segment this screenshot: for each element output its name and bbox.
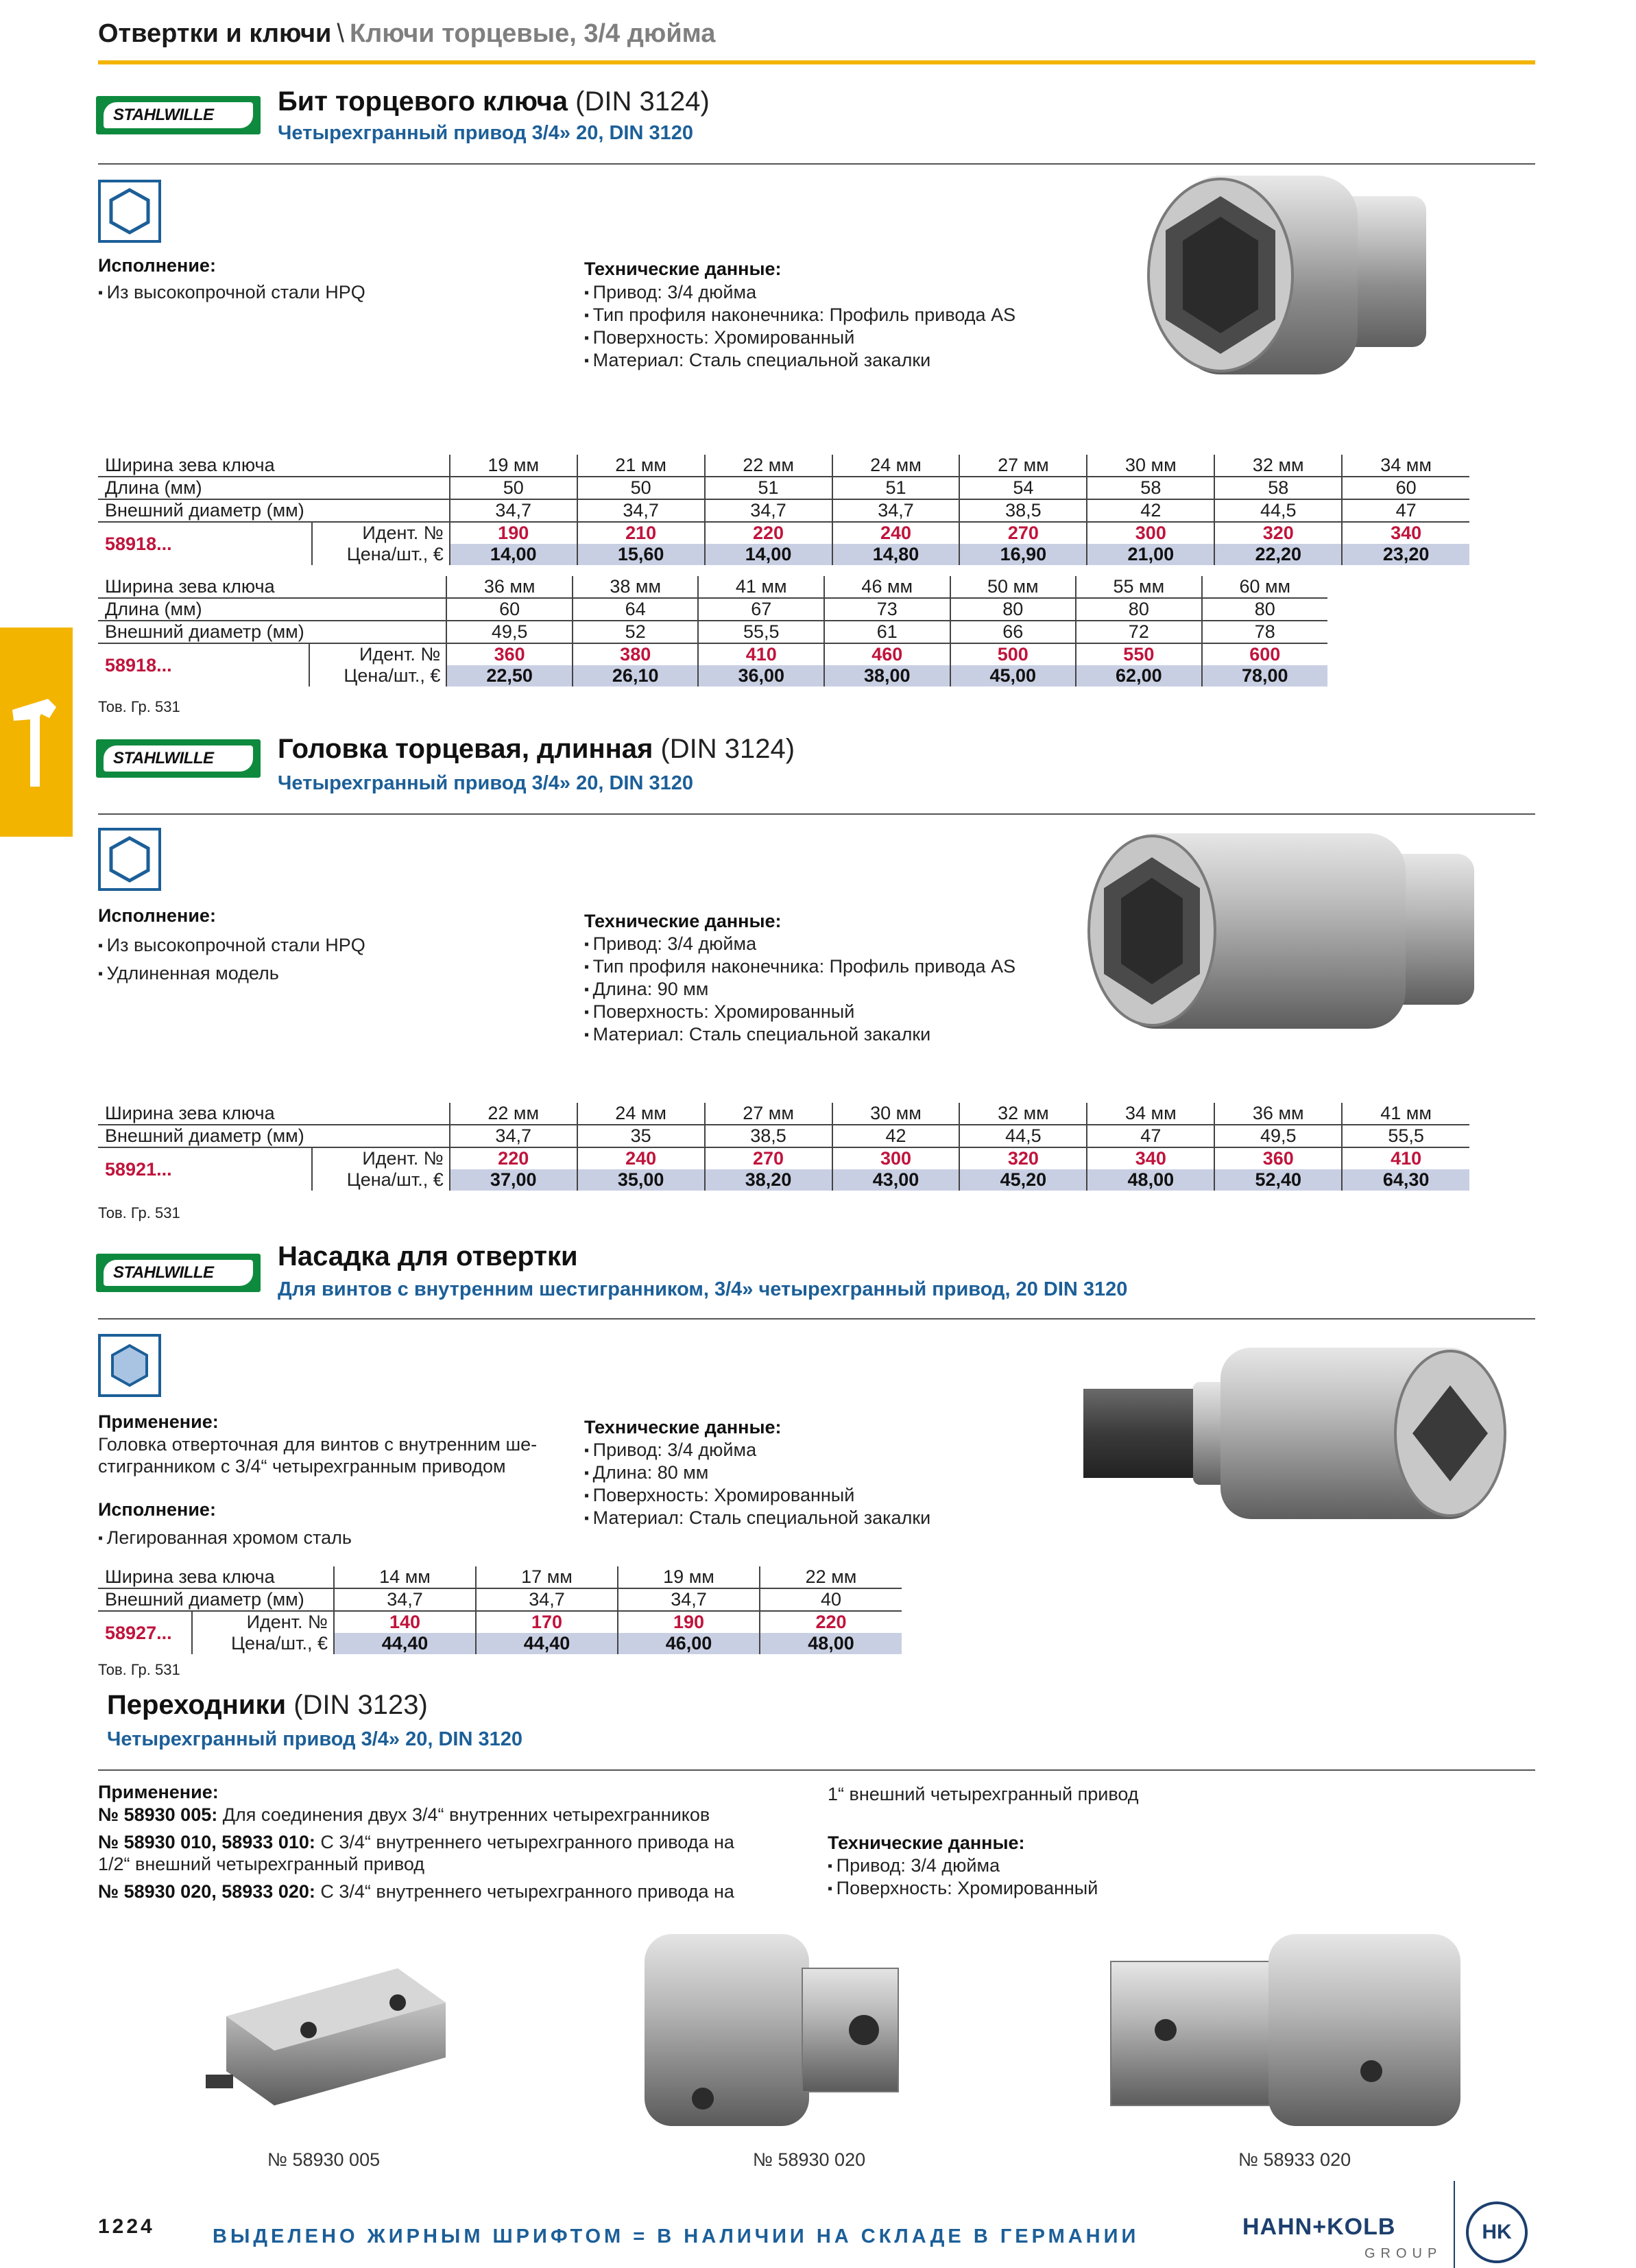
stock-notice: ВЫДЕЛЕНО ЖИРНЫМ ШРИФТОМ = В НАЛИЧИИ НА СКЛАДЕ В ГЕРМАНИИ xyxy=(213,2225,1140,2247)
table-row xyxy=(98,477,1469,499)
feature-item: ▪ Из высокопрочной стали HPQ xyxy=(98,281,365,304)
footer-divider xyxy=(1454,2181,1455,2268)
header-category: Отвертки и ключи xyxy=(98,19,332,48)
article-ref: № 58930 010, 58933 010: xyxy=(98,1832,315,1852)
row-label: Идент. № xyxy=(309,643,446,665)
table-cell: 140 xyxy=(334,1611,476,1633)
application-line: 1/2“ внешний четырехгранный привод xyxy=(98,1854,425,1874)
table-cell: 45,00 xyxy=(950,665,1076,687)
table-cell: 46 мм xyxy=(824,576,950,598)
table-cell: 55 мм xyxy=(1076,576,1202,598)
table-row xyxy=(98,576,1327,598)
table-cell: 24 мм xyxy=(832,455,960,477)
table-cell: 14,00 xyxy=(705,544,832,565)
tech-item: ▪ Тип профиля наконечника: Профиль привода AS xyxy=(584,304,1015,326)
table-cell: 34,7 xyxy=(450,1125,577,1147)
table-cell: 300 xyxy=(1087,522,1214,544)
row-label: Идент. № xyxy=(192,1611,334,1633)
tech-item: ▪ Тип профиля наконечника: Профиль привода AS xyxy=(584,955,1015,978)
section1-title-text: Бит торцевого ключа xyxy=(278,86,568,117)
table-cell: 27 мм xyxy=(705,1103,832,1125)
table-cell: 44,5 xyxy=(1214,499,1342,522)
table-cell: 21,00 xyxy=(1087,544,1214,565)
table-cell: 37,00 xyxy=(450,1169,577,1191)
row-label: Ширина зева ключа xyxy=(98,576,446,598)
article-number: 58927... xyxy=(105,1622,172,1643)
section1-product-group: Тов. Гр. 531 xyxy=(98,698,180,715)
table-cell: 48,00 xyxy=(1087,1169,1214,1191)
hex-key-profile-icon xyxy=(98,1334,161,1397)
table-row xyxy=(98,1588,902,1611)
table-row xyxy=(98,621,1327,643)
table-cell: 220 xyxy=(450,1147,577,1169)
table-cell: 320 xyxy=(1214,522,1342,544)
table-cell: 22 мм xyxy=(705,455,832,477)
section1-execution-title: Исполнение: xyxy=(98,255,216,276)
table-cell: 66 xyxy=(950,621,1076,643)
table-cell: 78 xyxy=(1202,621,1327,643)
table-cell: 190 xyxy=(450,522,577,544)
tech-item: ▪ Длина: 80 мм xyxy=(584,1461,930,1484)
table-cell: 22 мм xyxy=(760,1566,902,1588)
table-cell: 44,5 xyxy=(959,1125,1087,1147)
section1-execution-list xyxy=(98,281,365,304)
table-cell: 550 xyxy=(1076,643,1202,665)
tech-item: ▪ Привод: 3/4 дюйма xyxy=(828,1854,1098,1877)
row-label: Цена/шт., € xyxy=(312,544,450,565)
table-cell: 410 xyxy=(1342,1147,1469,1169)
table-cell: 22,20 xyxy=(1214,544,1342,565)
section4-rule xyxy=(98,1769,1535,1771)
table-cell: 42 xyxy=(1087,499,1214,522)
table-cell: 190 xyxy=(618,1611,760,1633)
table-cell: 61 xyxy=(824,621,950,643)
section4-tech-list xyxy=(828,1854,1098,1900)
table-cell: 320 xyxy=(959,1147,1087,1169)
section1-subtitle: Четырехгранный привод 3/4» 20, DIN 3120 xyxy=(278,122,693,144)
adapter-image-58930005 xyxy=(199,1955,459,2126)
table-cell: 47 xyxy=(1342,499,1469,522)
table-cell: 64,30 xyxy=(1342,1169,1469,1191)
row-label: Цена/шт., € xyxy=(192,1633,334,1654)
page-header xyxy=(98,19,715,49)
article-ref: № 58930 020, 58933 020: xyxy=(98,1881,315,1902)
article-number: 58918... xyxy=(105,533,172,554)
table-cell: 67 xyxy=(698,598,824,621)
section3-title: Насадка для отвертки xyxy=(278,1241,578,1272)
table-row xyxy=(98,1611,902,1633)
feature-item: ▪ Легированная хромом сталь xyxy=(98,1527,352,1549)
row-label: Внешний диаметр (мм) xyxy=(98,621,446,643)
hex-profile-icon xyxy=(98,828,161,891)
table-cell: 41 мм xyxy=(1342,1103,1469,1125)
adapter-caption: № 58933 020 xyxy=(1238,2149,1351,2170)
table-cell: 36 мм xyxy=(446,576,573,598)
row-label: Внешний диаметр (мм) xyxy=(98,1125,450,1147)
section1-tech-list xyxy=(584,281,1015,372)
table-cell: 38,20 xyxy=(705,1169,832,1191)
table-row xyxy=(98,499,1469,522)
table-cell: 38,00 xyxy=(824,665,950,687)
feature-item: ▪ Из высокопрочной стали HPQ xyxy=(98,931,365,959)
table-cell: 35 xyxy=(577,1125,705,1147)
tech-item: ▪ Привод: 3/4 дюйма xyxy=(584,933,1015,955)
table-cell: 78,00 xyxy=(1202,665,1327,687)
table-cell: 15,60 xyxy=(577,544,705,565)
section2-rule xyxy=(98,813,1535,815)
table-cell: 55,5 xyxy=(1342,1125,1469,1147)
table-cell: 54 xyxy=(959,477,1087,499)
table-cell: 460 xyxy=(824,643,950,665)
table-cell: 30 мм xyxy=(832,1103,960,1125)
section1-spec-table-1 xyxy=(98,455,1469,565)
table-cell: 220 xyxy=(760,1611,902,1633)
table-cell: 22,50 xyxy=(446,665,573,687)
table-cell: 170 xyxy=(476,1611,618,1633)
table-cell: 72 xyxy=(1076,621,1202,643)
table-cell: 600 xyxy=(1202,643,1327,665)
application-desc: С 3/4“ внутреннего четырехгранного привода на xyxy=(315,1832,734,1852)
socket-image xyxy=(1138,169,1460,388)
table-cell: 60 xyxy=(1342,477,1469,499)
table-cell: 42 xyxy=(832,1125,960,1147)
row-label: Длина (мм) xyxy=(98,477,450,499)
table-cell: 60 мм xyxy=(1202,576,1327,598)
table-cell: 270 xyxy=(705,1147,832,1169)
table-cell: 32 мм xyxy=(959,1103,1087,1125)
table-cell: 240 xyxy=(832,522,960,544)
table-cell: 45,20 xyxy=(959,1169,1087,1191)
table-cell: 41 мм xyxy=(698,576,824,598)
table-cell: 50 xyxy=(577,477,705,499)
table-cell: 43,00 xyxy=(832,1169,960,1191)
table-cell: 36 мм xyxy=(1214,1103,1342,1125)
header-separator: \ xyxy=(337,19,344,48)
table-cell: 34,7 xyxy=(476,1588,618,1611)
table-cell: 36,00 xyxy=(698,665,824,687)
table-cell: 73 xyxy=(824,598,950,621)
table-row xyxy=(98,643,1327,665)
tech-item: ▪ Материал: Сталь специальной закалки xyxy=(584,349,1015,372)
table-cell: 380 xyxy=(573,643,699,665)
table-cell: 34,7 xyxy=(450,499,577,522)
section3-tech-title: Технические данные: xyxy=(584,1417,782,1437)
row-label: Идент. № xyxy=(312,1147,450,1169)
table-cell: 51 xyxy=(705,477,832,499)
table-cell: 340 xyxy=(1342,522,1469,544)
section3-rule xyxy=(98,1318,1535,1320)
table-cell: 27 мм xyxy=(959,455,1087,477)
table-cell: 58 xyxy=(1087,477,1214,499)
page-number: 1224 xyxy=(98,2215,155,2238)
table-cell: 38 мм xyxy=(573,576,699,598)
table-cell: 34,7 xyxy=(832,499,960,522)
section2-execution-title: Исполнение: xyxy=(98,905,216,926)
stahlwille-logo-text: STAHLWILLE xyxy=(104,102,253,128)
table-cell: 49,5 xyxy=(446,621,573,643)
application-desc: С 3/4“ внутреннего четырехгранного привода на xyxy=(315,1881,734,1902)
table-cell: 500 xyxy=(950,643,1076,665)
table-cell: 22 мм xyxy=(450,1103,577,1125)
table-cell: 21 мм xyxy=(577,455,705,477)
table-cell: 19 мм xyxy=(618,1566,760,1588)
table-cell: 52 xyxy=(573,621,699,643)
table-cell: 51 xyxy=(832,477,960,499)
table-cell: 19 мм xyxy=(450,455,577,477)
article-number: 58921... xyxy=(105,1158,172,1180)
table-cell: 34,7 xyxy=(577,499,705,522)
table-row xyxy=(98,598,1327,621)
stahlwille-logo xyxy=(96,1254,261,1292)
row-label: Цена/шт., € xyxy=(309,665,446,687)
section2-tech-title: Технические данные: xyxy=(584,911,782,931)
table-cell: 410 xyxy=(698,643,824,665)
section2-title xyxy=(278,734,795,765)
section2-spec-table xyxy=(98,1103,1469,1191)
hex-bit-socket-image xyxy=(1076,1334,1529,1533)
section1-tech-title: Технические данные: xyxy=(584,259,782,279)
section1-title xyxy=(278,86,710,117)
section4-subtitle: Четырехгранный привод 3/4» 20, DIN 3120 xyxy=(107,1728,522,1750)
section1-spec-table-2 xyxy=(98,576,1327,687)
section3-execution-list xyxy=(98,1527,352,1549)
section3-subtitle: Для винтов с внутренним шестигранником, 3/4» четырехгранный привод, 20 DIN 3120 xyxy=(278,1278,1128,1300)
adapter-caption: № 58930 020 xyxy=(753,2149,866,2170)
table-cell: 40 xyxy=(760,1588,902,1611)
section2-din: (DIN 3124) xyxy=(660,734,795,764)
table-cell: 44,40 xyxy=(334,1633,476,1654)
application-desc: Для соединения двух 3/4“ внутренних четырехгранников xyxy=(217,1804,710,1825)
table-cell: 48,00 xyxy=(760,1633,902,1654)
tech-item: ▪ Поверхность: Хромированный xyxy=(584,326,1015,349)
hahn-kolb-emblem: HK xyxy=(1466,2201,1528,2263)
section1-din: (DIN 3124) xyxy=(575,86,710,117)
section3-spec-table xyxy=(98,1566,902,1654)
table-cell: 16,90 xyxy=(959,544,1087,565)
table-cell: 30 мм xyxy=(1087,455,1214,477)
tech-item: ▪ Привод: 3/4 дюйма xyxy=(584,281,1015,304)
table-cell: 220 xyxy=(705,522,832,544)
table-cell: 34 мм xyxy=(1087,1103,1214,1125)
side-category-tab xyxy=(0,628,73,837)
section4-application-title: Применение: xyxy=(98,1782,219,1802)
table-cell: 49,5 xyxy=(1214,1125,1342,1147)
adapter-caption: № 58930 005 xyxy=(267,2149,381,2170)
tech-item: ▪ Материал: Сталь специальной закалки xyxy=(584,1507,930,1529)
hammer-icon xyxy=(0,628,73,837)
hahn-kolb-group: GROUP xyxy=(1364,2246,1443,2261)
table-cell: 14,00 xyxy=(450,544,577,565)
table-cell: 34,7 xyxy=(334,1588,476,1611)
table-cell: 35,00 xyxy=(577,1169,705,1191)
section2-execution-list xyxy=(98,931,365,988)
table-row xyxy=(98,1566,902,1588)
table-cell: 80 xyxy=(1202,598,1327,621)
application-line: стигранником с 3/4“ четырехгранным приводом xyxy=(98,1456,506,1477)
table-cell: 55,5 xyxy=(698,621,824,643)
application-line-cont: 1“ внешний четырехгранный привод xyxy=(828,1784,1139,1804)
table-cell: 50 xyxy=(450,477,577,499)
header-rule xyxy=(98,60,1535,64)
table-row xyxy=(98,1633,902,1654)
section3-application-text xyxy=(98,1433,537,1477)
table-cell: 34 мм xyxy=(1342,455,1469,477)
stahlwille-logo xyxy=(96,739,261,778)
row-label: Внешний диаметр (мм) xyxy=(98,1588,334,1611)
table-cell: 34,7 xyxy=(618,1588,760,1611)
table-cell: 32 мм xyxy=(1214,455,1342,477)
row-label: Идент. № xyxy=(312,522,450,544)
section2-title-text: Головка торцевая, длинная xyxy=(278,734,653,764)
table-cell: 17 мм xyxy=(476,1566,618,1588)
section1-rule xyxy=(98,163,1535,165)
table-cell: 47 xyxy=(1087,1125,1214,1147)
tech-item: ▪ Материал: Сталь специальной закалки xyxy=(584,1023,1015,1046)
row-label: Ширина зева ключа xyxy=(98,1103,450,1125)
section2-tech-list xyxy=(584,933,1015,1046)
stahlwille-logo xyxy=(96,96,261,134)
table-cell: 38,5 xyxy=(705,1125,832,1147)
section4-title-text: Переходники xyxy=(107,1690,287,1720)
section3-application-title: Применение: xyxy=(98,1411,219,1432)
stahlwille-logo-text: STAHLWILLE xyxy=(104,745,253,772)
tech-item: ▪ Поверхность: Хромированный xyxy=(584,1001,1015,1023)
table-cell: 26,10 xyxy=(573,665,699,687)
table-cell: 240 xyxy=(577,1147,705,1169)
table-row xyxy=(98,1103,1469,1125)
table-cell: 340 xyxy=(1087,1147,1214,1169)
tech-item: ▪ Поверхность: Хромированный xyxy=(828,1877,1098,1900)
table-cell: 270 xyxy=(959,522,1087,544)
table-cell: 360 xyxy=(446,643,573,665)
article-ref: № 58930 005: xyxy=(98,1804,218,1825)
tech-item: ▪ Поверхность: Хромированный xyxy=(584,1484,930,1507)
table-cell: 14 мм xyxy=(334,1566,476,1588)
row-label: Длина (мм) xyxy=(98,598,446,621)
table-cell: 64 xyxy=(573,598,699,621)
adapter-image-58933020 xyxy=(1104,1927,1502,2133)
table-row xyxy=(98,1125,1469,1147)
table-cell: 210 xyxy=(577,522,705,544)
application-line: Головка отверточная для винтов с внутренним ше- xyxy=(98,1434,538,1455)
section4-title xyxy=(107,1690,428,1721)
section2-subtitle: Четырехгранный привод 3/4» 20, DIN 3120 xyxy=(278,772,693,794)
section4-application-text xyxy=(98,1804,818,1902)
hex-profile-icon xyxy=(98,180,161,243)
application-line xyxy=(98,1881,818,1902)
section3-tech-list xyxy=(584,1439,930,1529)
tech-item: ▪ Привод: 3/4 дюйма xyxy=(584,1439,930,1461)
stahlwille-logo-text: STAHLWILLE xyxy=(104,1260,253,1286)
table-cell: 38,5 xyxy=(959,499,1087,522)
table-cell: 62,00 xyxy=(1076,665,1202,687)
table-cell: 14,80 xyxy=(832,544,960,565)
article-number: 58918... xyxy=(105,654,172,676)
table-cell: 80 xyxy=(1076,598,1202,621)
table-row xyxy=(98,455,1469,477)
row-label: Внешний диаметр (мм) xyxy=(98,499,450,522)
section3-execution-title: Исполнение: xyxy=(98,1499,216,1520)
feature-item: ▪ Удлиненная модель xyxy=(98,959,365,988)
table-cell: 23,20 xyxy=(1342,544,1469,565)
hahn-kolb-logo: HAHN+KOLB xyxy=(1242,2214,1396,2240)
table-cell: 300 xyxy=(832,1147,960,1169)
section4-tech-title: Технические данные: xyxy=(828,1833,1025,1853)
row-label: Цена/шт., € xyxy=(312,1169,450,1191)
section2-product-group: Тов. Гр. 531 xyxy=(98,1204,180,1221)
row-label: Ширина зева ключа xyxy=(98,1566,334,1588)
table-cell: 24 мм xyxy=(577,1103,705,1125)
section4-din: (DIN 3123) xyxy=(293,1690,428,1720)
table-row xyxy=(98,1147,1469,1169)
long-socket-image xyxy=(1076,826,1502,1039)
row-label: Ширина зева ключа xyxy=(98,455,450,477)
table-row xyxy=(98,522,1469,544)
table-cell: 44,40 xyxy=(476,1633,618,1654)
header-subcategory: Ключи торцевые, 3/4 дюйма xyxy=(349,19,716,48)
section3-product-group: Тов. Гр. 531 xyxy=(98,1661,180,1678)
table-cell: 360 xyxy=(1214,1147,1342,1169)
table-cell: 52,40 xyxy=(1214,1169,1342,1191)
table-cell: 50 мм xyxy=(950,576,1076,598)
application-line xyxy=(98,1804,818,1826)
adapter-image-58930020 xyxy=(638,1927,912,2133)
table-cell: 80 xyxy=(950,598,1076,621)
table-cell: 46,00 xyxy=(618,1633,760,1654)
tech-item: ▪ Длина: 90 мм xyxy=(584,978,1015,1001)
table-cell: 34,7 xyxy=(705,499,832,522)
application-line xyxy=(98,1831,818,1853)
table-cell: 58 xyxy=(1214,477,1342,499)
table-cell: 60 xyxy=(446,598,573,621)
